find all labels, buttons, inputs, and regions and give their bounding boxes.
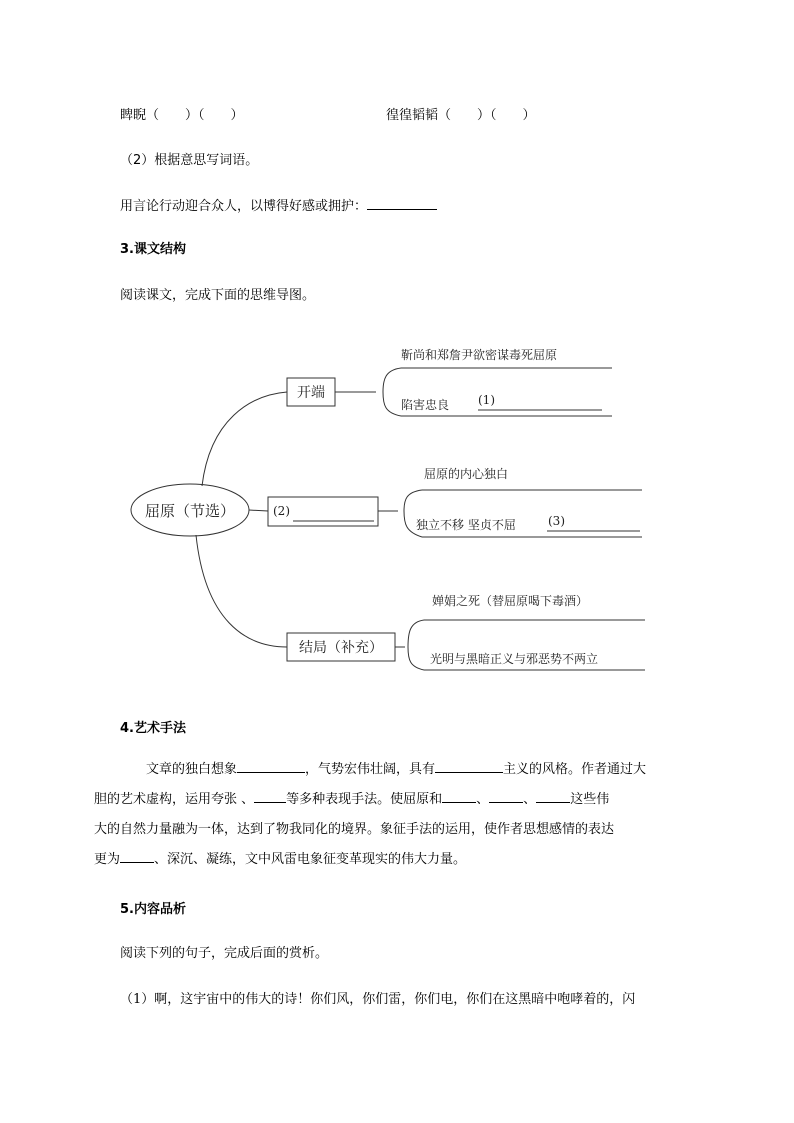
section-5-instruction: 阅读下列的句子，完成后面的赏析。	[120, 946, 329, 961]
question-2-text: 用言论行动迎合众人，以博得好感或拥护：	[120, 195, 437, 214]
branch1-item1: 靳尚和郑詹尹欲密谋毒死屈原	[401, 348, 558, 362]
blank-a[interactable]	[237, 759, 305, 773]
connector-branch2	[249, 510, 268, 511]
answer-brackets-left[interactable]: （ ）（ ）	[146, 108, 244, 123]
blank-2-label: (2)	[273, 504, 290, 518]
connector-branch3	[196, 535, 287, 647]
branch3-label: 结局（补充）	[299, 640, 383, 656]
branch3-item2: 光明与黑暗正义与邪恶势不两立	[430, 652, 599, 666]
branch1-item2: 陷害忠良	[401, 398, 450, 412]
branch1-label: 开端	[297, 385, 325, 401]
branch2-item2: 独立不移 坚贞不屈	[416, 518, 516, 532]
answer-brackets-right[interactable]: （ ）（ ）	[438, 108, 536, 123]
blank-c[interactable]	[254, 789, 286, 803]
blank-b[interactable]	[435, 759, 503, 773]
blank-f[interactable]	[536, 789, 570, 803]
connector-branch1	[202, 392, 287, 486]
word-left: 睥睨	[120, 108, 147, 123]
section-5-heading: 5.内容品析	[120, 902, 186, 917]
word-right: 徨徨韬韬	[386, 108, 439, 123]
section-3-heading: 3.课文结构	[120, 242, 186, 257]
question-2-label: （2）根据意思写词语。	[120, 153, 259, 168]
branch3-item1: 婵娟之死（替屈原喝下毒酒）	[432, 594, 589, 608]
blank-d[interactable]	[442, 789, 476, 803]
section-4-heading: 4.艺术手法	[120, 721, 186, 736]
section-4-paragraph: 文章的独白想象 ，气势宏伟壮阔，具有 主义的风格。作者通过大 胆的艺术虚构，运用夸张 、 等多种表现手法。使屈原和 、 、 这些伟 大的自然力量融为一体，达到了物我同化的境界。象征手法的运用，使作者思想感情的表达 更为 、深沉、凝练，文中风雷电象征变革现实的伟大力量。	[120, 755, 680, 875]
blank-g[interactable]	[120, 849, 154, 863]
blank-3-label: (3)	[548, 514, 565, 528]
center-label: 屈原（节选）	[144, 502, 236, 520]
section-3-instruction: 阅读课文，完成下面的思维导图。	[120, 288, 316, 303]
branch2-item1: 屈原的内心独白	[424, 467, 509, 481]
blank-1-label: (1)	[478, 393, 495, 407]
blank-e[interactable]	[489, 789, 523, 803]
section-5-quote: （1）啊，这宇宙中的伟大的诗！你们风，你们雷，你们电，你们在这黑暗中咆哮着的，闪	[120, 992, 636, 1007]
